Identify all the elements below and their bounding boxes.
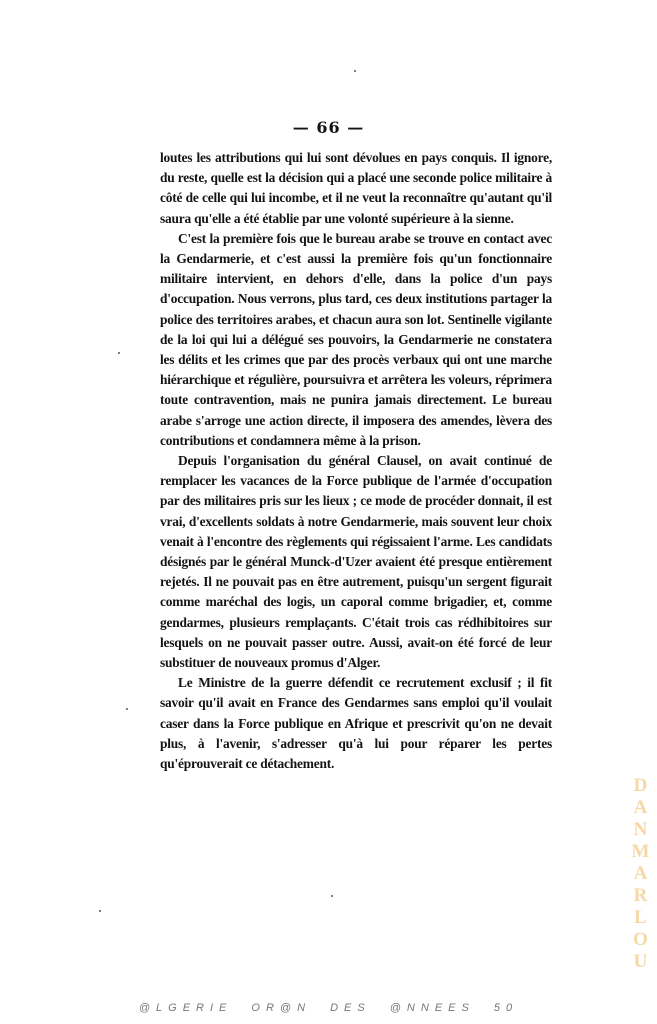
paragraph-2: C'est la première fois que le bureau arabe se trouve en contact avec la Gendarmerie, et c'est aussi la première fois qu'un fonctionnaire militaire intervient, en dehors d'elle, dans la police d'un pays d'occupation. Nous verrons, plus tard, ces deux institutions partager la police des territoires arabes, et chacun aura son lot. Sentinelle vigilante de la loi qui lui a délégué ses pouvoirs, la Gendarmerie ne constatera les délits et les crimes que par des procès verbaux qui ont une marche hiérarchique et régulière, poursuivra et arrêtera les voleurs, réprimera toute contravention, mais ne punira jamais directement. Le bureau arabe s'arroge une action directe, il imposera des amendes, lèvera des contributions et condamnera même à la prison. bbox=[160, 230, 552, 448]
print-speck bbox=[354, 70, 356, 72]
print-speck bbox=[331, 895, 333, 897]
print-speck bbox=[126, 708, 128, 710]
paragraph-3: Depuis l'organisation du général Clausel, on avait continué de remplacer les vacances de la Force publique de l'armée d'occupation par des militaires pris sur les lieux ; ce mode de procéder donnait, il est vrai, d'excellents soldats à notre Gendarmerie, mais souvent leur choix venait à l'encontre des règlements qui régissaient l'arme. Les candidats désignés par le général Munck-d'Uzer avaient été presque entièrement rejetés. Il ne pouvait pas en être autrement, puisqu'un sergent figurait comme maréchal des logis, un caporal comme brigadier, et, comme gendarmes, plusieurs remplaçants. C'était trois cas rédhibitoires sur lesquels on ne pouvait passer outre. Aussi, avait-on été forcé de leur substituer de nouveaux promus d'Alger. bbox=[160, 453, 552, 671]
side-stamp-watermark: DANMARLOU bbox=[630, 775, 651, 973]
print-speck bbox=[99, 910, 101, 912]
paragraph-1: loutes les attributions qui lui sont dévolues en pays conquis. Il ignore, du reste, quelle est la décision qui a placé une seconde police militaire à côté de celle qui lui incombe, et il ne veut la reconnaître qu'autant qu'il saura qu'elle a été établie par une volonté supérieure à la sienne. bbox=[160, 150, 552, 226]
footer-watermark: @LGERIE OR@N DES @NNEES 50 bbox=[138, 1002, 519, 1014]
page-number: — 66 — bbox=[292, 118, 365, 137]
body-text bbox=[160, 148, 552, 774]
print-speck bbox=[118, 352, 120, 354]
paragraph-4: Le Ministre de la guerre défendit ce recrutement exclusif ; il fit savoir qu'il avait en France des Gendarmes sans emploi qu'il voulait caser dans la Force publique en Afrique et prescrivit qu'on ne devait plus, à l'avenir, s'adresser qu'à lui pour réparer les pertes qu'éprouverait ce détachement. bbox=[160, 675, 552, 772]
